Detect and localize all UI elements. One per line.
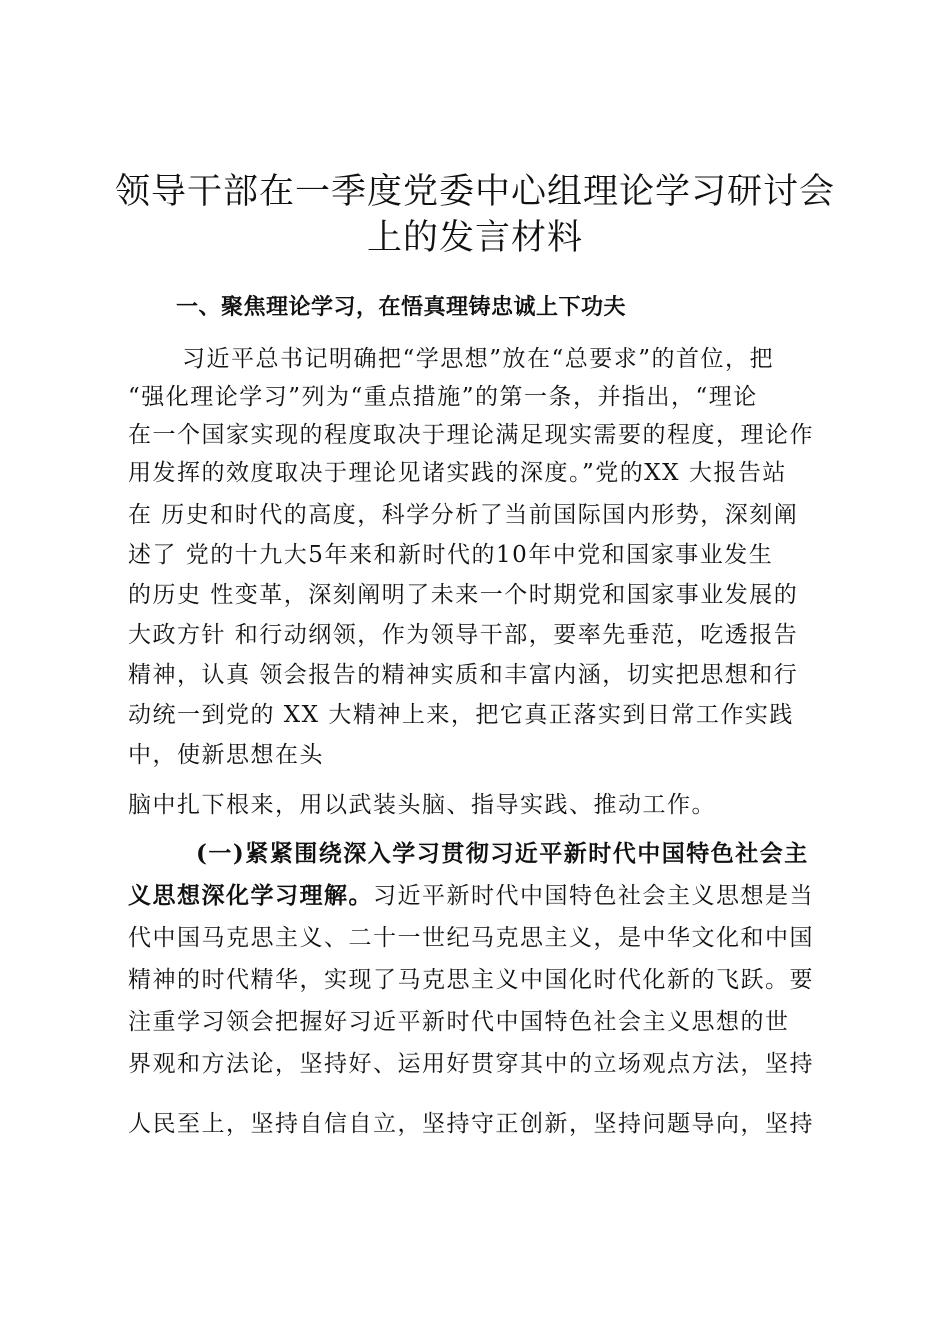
paragraph-line: 用发挥的效度取决于理论见诸实践的深度。”党的XX 大报告站 xyxy=(128,460,787,486)
paragraph-line: 大政方针 和行动纲领，作为领导干部，要率先垂范，吃透报告 xyxy=(128,622,799,648)
paragraph-line: 精神，认真 领会报告的精神实质和丰富内涵，切实把思想和行 xyxy=(128,662,799,688)
paragraph-line: 脑中扎下根来，用以武装头脑、指导实践、推动工作。 xyxy=(128,792,716,818)
paragraph-line: 动统一到党的 XX 大精神上来，把它真正落实到日常工作实践 xyxy=(128,702,794,728)
document-title-line1: 领导干部在一季度党委中心组理论学习研讨会 xyxy=(114,172,835,212)
paragraph-line: 注重学习领会把握好习近平新时代中国特色社会主义思想的世 xyxy=(128,1009,790,1035)
section-heading-1: 一、聚焦理论学习，在悟真理铸忠诚上下功夫 xyxy=(176,295,627,320)
paragraph-line: “强化理论学习”列为“重点措施”的第一条，并指出，“理论 xyxy=(128,384,758,410)
paragraph-line: 述了 党的十九大5年来和新时代的10年中党和国家事业发生 xyxy=(128,542,774,568)
paragraph-line: 习近平总书记明确把“学思想”放在“总要求”的首位，把 xyxy=(182,346,775,372)
paragraph-line: 界观和方法论，坚持好、运用好贯穿其中的立场观点方法，坚持 xyxy=(128,1051,814,1077)
subsection-heading-1-cont: 义思想深化学习理解。 xyxy=(128,882,373,909)
paragraph-line: 中，使新思想在头 xyxy=(128,742,324,768)
document-title-line2: 上的发言材料 xyxy=(366,218,583,258)
paragraph-text: 习近平新时代中国特色社会主义思想是当 xyxy=(373,883,814,909)
paragraph-line: 代中国马克思主义、二十一世纪马克思主义，是中华文化和中国 xyxy=(128,925,814,951)
paragraph-line: 人民至上，坚持自信自立，坚持守正创新，坚持问题导向，坚持 xyxy=(128,1111,814,1137)
subsection-heading-1: (一)紧紧围绕深入学习贯彻习近平新时代中国特色社会主 xyxy=(196,840,809,867)
paragraph-line xyxy=(128,877,833,915)
paragraph-line: 精神的时代精华，实现了马克思主义中国化时代化新的飞跃。要 xyxy=(128,967,814,993)
paragraph-line: 的历史 性变革，深刻阐明了未来一个时期党和国家事业发展的 xyxy=(128,582,799,608)
paragraph-line: 在一个国家实现的程度取决于理论满足现实需要的程度，理论作 xyxy=(128,422,814,448)
paragraph-line: 在 历史和时代的高度，科学分析了当前国际国内形势，深刻阐 xyxy=(128,502,799,528)
